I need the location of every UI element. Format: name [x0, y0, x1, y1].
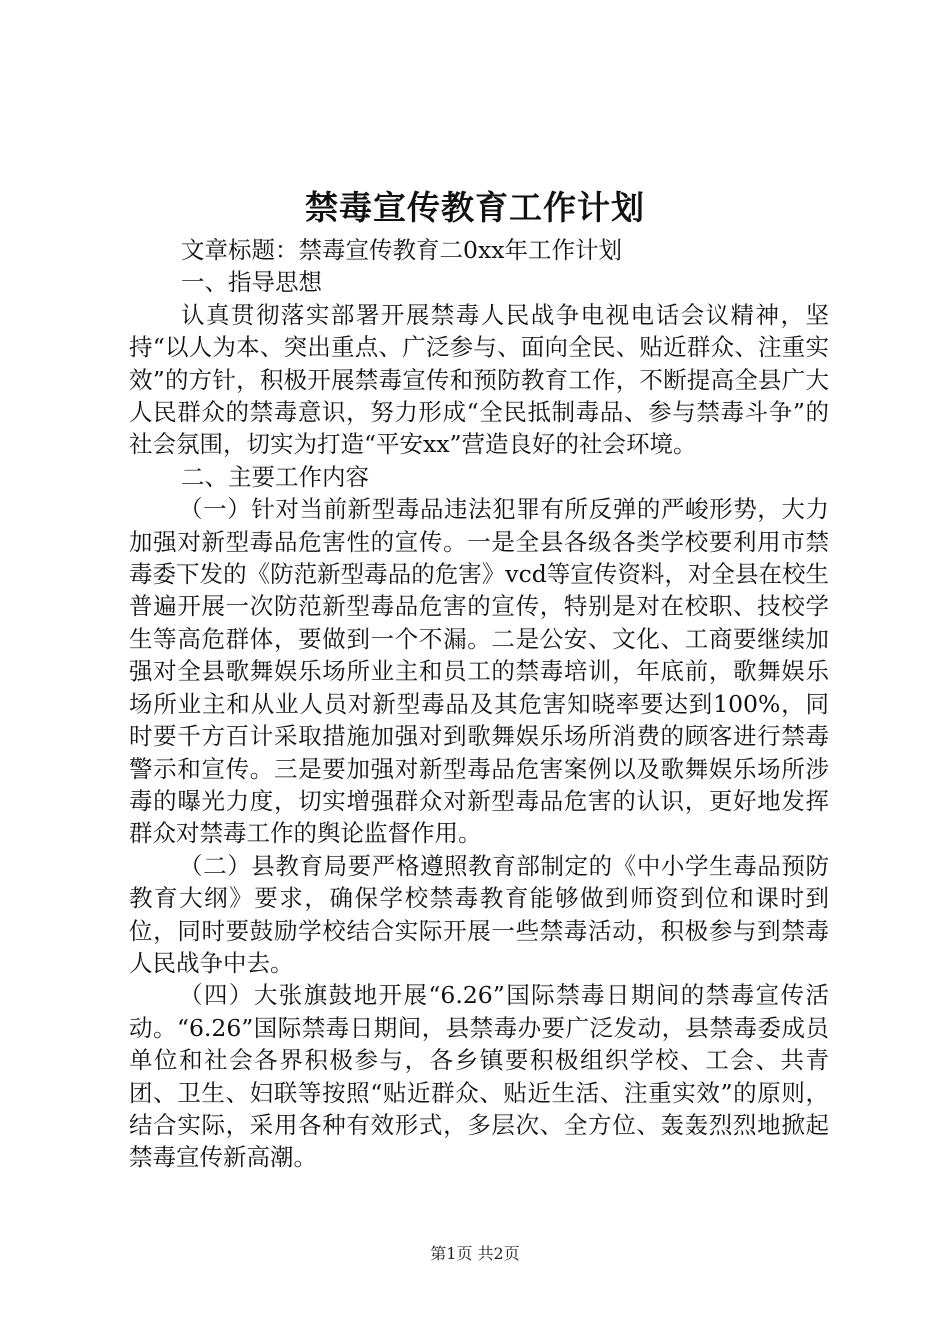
document-title: 禁毒宣传教育工作计划 [305, 188, 645, 227]
paragraph-item-1: （一）针对当前新型毒品违法犯罪有所反弹的严峻形势，大力加强对新型毒品危害性的宣传。一是全县各级各类学校要利用市禁毒委下发的《防范新型毒品的危害》vcd等宣传资料，对全县在校生普遍开展一次防范新型毒品危害的宣传，特别是对在校职、技校学生等高危群体，要做到一个不漏。二是公安、文化、工商要继续加强对全县歌舞娱乐场所业主和员工的禁毒培训，年底前，歌舞娱乐场所业主和从业人员对新型毒品及其危害知晓率要达到100%，同时要千方百计采取措施加强对到歌舞娱乐场所消费的顾客进行禁毒警示和宣传。三是要加强对新型毒品危害案例以及歌舞娱乐场所涉毒的曝光力度，切实增强群众对新型毒品危害的认识，更好地发挥群众对禁毒工作的舆论监督作用。 [129, 495, 829, 848]
paragraph-item-2: （二）县教育局要严格遵照教育部制定的《中小学生毒品预防教育大纲》要求，确保学校禁毒教育能够做到师资到位和课时到位，同时要鼓励学校结合实际开展一些禁毒活动，积极参与到禁毒人民战争中去。 [129, 851, 829, 977]
paragraph-guiding-ideology: 认真贯彻落实部署开展禁毒人民战争电视电话会议精神，坚持“以人为本、突出重点、广泛参与、面向全民、贴近群众、注重实效”的方针，积极开展禁毒宣传和预防教育工作，不断提高全县广大人民群众的禁毒意识，努力形成“全民抵制毒品、参与禁毒斗争”的社会氛围，切实为打造“平安xx”营造良好的社会环境。 [129, 300, 829, 459]
article-title-line: 文章标题：禁毒宣传教育二0xx年工作计划 [181, 236, 622, 264]
page-indicator: 第1页 共2页 [430, 1244, 520, 1263]
document-body [129, 234, 829, 1174]
section-heading-guiding-ideology: 一、指导思想 [181, 268, 322, 297]
section-heading-main-work: 二、主要工作内容 [181, 462, 369, 491]
paragraph-item-4: （四）大张旗鼓地开展“6.26”国际禁毒日期间的禁毒宣传活动。“6.26”国际禁毒日期间，县禁毒办要广泛发动，县禁毒委成员单位和社会各界积极参与，各乡镇要积极组织学校、工会、共青团、卫生、妇联等按照“贴近群众、贴近生活、注重实效”的原则，结合实际，采用各种有效形式，多层次、全方位、轰轰烈烈地掀起禁毒宣传新高潮。 [129, 981, 829, 1172]
